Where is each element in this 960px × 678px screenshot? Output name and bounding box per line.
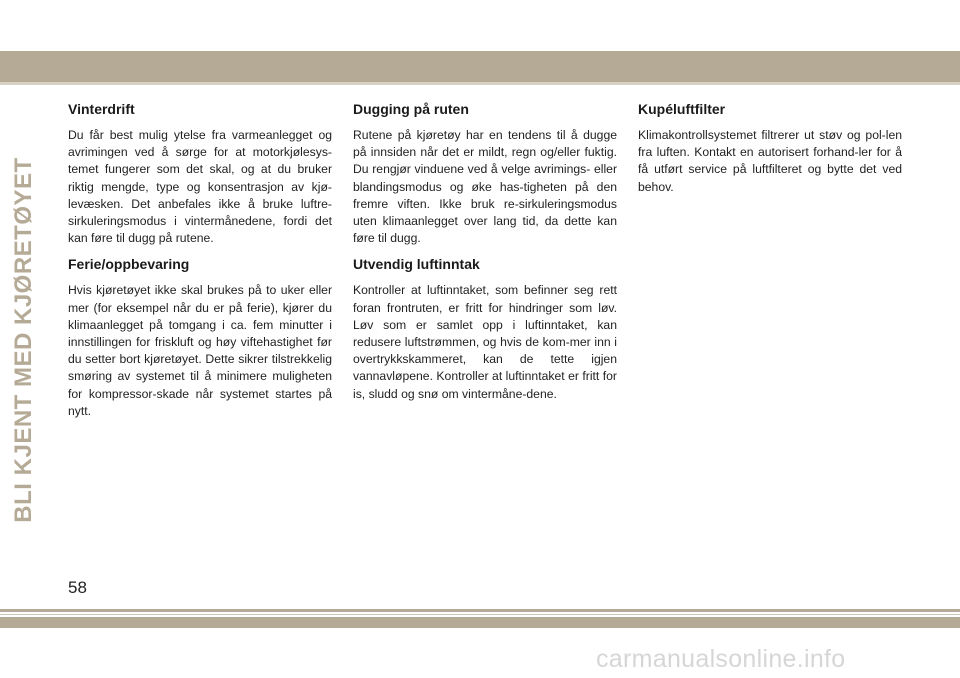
footer-rule	[0, 609, 960, 612]
section-body: Rutene på kjøretøy har en tendens til å dugge på innsiden når det er mildt, regn og/eller fuktig. Du rengjør vinduene ved å velge avrimings- eller blandingsmodus og øke has-tigheten på den fremre viften. Ikke bruk re-sirkuleringsmodus uten klimaanlegget over lang tid, da dette kan føre til dugg.	[353, 128, 617, 246]
column-1	[68, 101, 332, 429]
section-dugging-pa-ruten	[353, 101, 617, 247]
footer-band	[0, 617, 960, 628]
section-body: Klimakontrollsystemet filtrerer ut støv og pol-len fra luften. Kontakt en autorisert forhand-ler for å få utført service på luftfilteret og bytte det ved behov.	[638, 128, 902, 194]
section-body: Du får best mulig ytelse fra varmeanlegget og avrimingen ved å sørge for at motorkjølesys-temet fungerer som det skal, og at du bruker riktig mengde, type og konsentrasjon av kjø-levæsken. Det anbefales ikke å bruke luftre-sirkuleringsmodus i vintermånedene, fordi det kan føre til dugg på rutene.	[68, 128, 332, 246]
section-body: Kontroller at luftinntaket, som befinner seg rett foran frontruten, er fritt for hindringer som løv. Løv som er samlet opp i luftinntaket, kan redusere luftstrømmen, og hvis de kom-mer inn i overtrykkskammeret, kan de tette igjen vannavløpene. Kontroller at luftinntaket er fritt for is, sludd og snø om vintermåne-dene.	[353, 283, 617, 401]
column-2	[353, 101, 617, 412]
section-body: Hvis kjøretøyet ikke skal brukes på to uker eller mer (for eksempel når du er på ferie), kjører du klimaanlegget på tomgang i ca. fem minutter i innstillingen for friskluft og høy viftehastighet før du setter bort kjøretøyet. Dette sikrer tilstrekkelig smøring av systemet til å minimere muligheten for kompressor-skade når systemet startes på nytt.	[68, 283, 332, 418]
watermark-text: carmanualsonline.info	[596, 645, 846, 673]
side-section-title-text: BLI KJENT MED KJØRETØYET	[10, 157, 37, 523]
section-heading: Utvendig luftinntak	[353, 256, 480, 273]
column-3	[638, 101, 902, 205]
section-heading: Vinterdrift	[68, 101, 135, 117]
section-vinterdrift	[68, 101, 332, 247]
section-heading: Kupéluftfilter	[638, 101, 726, 117]
header-band	[0, 51, 960, 82]
section-utvendig-luftinntak	[353, 256, 617, 402]
page-number: 58	[68, 578, 87, 597]
footer-rule-thin	[0, 614, 960, 615]
section-ferie-oppbevaring	[68, 256, 332, 420]
header-band-line	[0, 82, 960, 85]
section-kupeluftfilter	[638, 101, 902, 196]
section-heading: Dugging på ruten	[353, 101, 469, 117]
section-heading: Ferie/oppbevaring	[68, 256, 190, 273]
